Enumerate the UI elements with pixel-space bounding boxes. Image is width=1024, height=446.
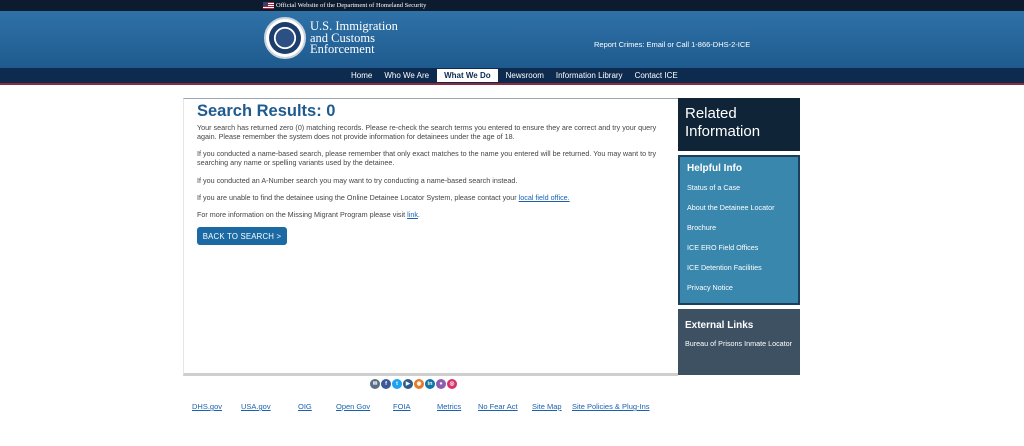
helpful-brochure[interactable]: Brochure — [687, 223, 717, 232]
youtube-icon[interactable]: ▶ — [403, 379, 413, 389]
results-paragraph-3: If you conducted an A-Number search you may want to try conducting a name-based search instead. — [197, 176, 518, 185]
footer-dhs-gov[interactable]: DHS.gov — [192, 402, 223, 411]
footer-links — [0, 402, 1024, 412]
helpful-info-title: Helpful Info — [687, 163, 742, 174]
helpful-privacy-notice[interactable]: Privacy Notice — [687, 283, 733, 292]
nav-home[interactable]: Home — [351, 71, 373, 80]
official-banner — [0, 0, 1024, 11]
footer-no-fear-act[interactable]: No Fear Act — [478, 402, 518, 411]
footer-site-map[interactable]: Site Map — [532, 402, 562, 411]
dhs-seal-logo[interactable] — [264, 17, 306, 59]
us-flag-icon — [263, 2, 274, 9]
agency-line-1: U.S. Immigration — [310, 19, 398, 33]
footer-usa-gov[interactable]: USA.gov — [241, 402, 271, 411]
back-to-search-button[interactable]: BACK TO SEARCH > — [197, 227, 287, 245]
external-links-box — [678, 309, 800, 375]
paragraph-5-text: For more information on the Missing Migrant Program please visit — [197, 210, 408, 219]
footer-metrics[interactable]: Metrics — [437, 402, 462, 411]
nav-newsroom[interactable]: Newsroom — [505, 71, 544, 80]
footer-oig[interactable]: OIG — [298, 402, 312, 411]
external-bureau-of-prisons-link[interactable]: Bureau of Prisons Inmate Locator — [685, 339, 793, 348]
helpful-ice-ero-field-offices[interactable]: ICE ERO Field Offices — [687, 243, 759, 252]
results-paragraph-1: Your search has returned zero (0) matching records. Please re-check the search terms you entered to ensure they are correct and try your query again. Please remember the system does not provide information for detainees under the age of 18. — [197, 123, 657, 142]
helpful-ice-detention-facilities[interactable]: ICE Detention Facilities — [687, 263, 762, 272]
related-title-line-2: Information — [685, 123, 761, 140]
external-links-title: External Links — [685, 320, 754, 331]
agency-name[interactable] — [310, 21, 398, 56]
facebook-icon[interactable]: f — [381, 379, 391, 389]
agency-line-3: Enforcement — [310, 42, 375, 56]
social-media-icons — [370, 379, 457, 389]
nav-what-we-do[interactable]: What We Do — [437, 69, 498, 82]
footer-open-gov[interactable]: Open Gov — [336, 402, 371, 411]
main-nav — [0, 68, 1024, 85]
nav-who-we-are[interactable]: Who We Are — [384, 71, 430, 80]
paragraph-5-end: . — [417, 210, 420, 219]
page-title: Search Results: 0 — [197, 102, 336, 120]
footer-site-policies[interactable]: Site Policies & Plug-Ins — [572, 402, 650, 411]
helpful-status-of-a-case[interactable]: Status of a Case — [687, 183, 741, 192]
missing-migrant-link[interactable]: link — [407, 210, 418, 219]
official-notice — [263, 1, 426, 10]
instagram-icon[interactable]: ◎ — [447, 379, 457, 389]
nav-information-library[interactable]: Information Library — [555, 71, 623, 80]
results-paragraph-4 — [197, 193, 667, 202]
official-text: Official Website of the Department of Homeland Security — [276, 2, 427, 9]
results-paragraph-2: If you conducted a name-based search, please remember that only exact matches to the name you entered will be returned. You may want to try searching any name or spelling variants used by the detainee. — [197, 149, 657, 168]
paragraph-4-text: If you are unable to find the detainee using the Online Detainee Locator System, please contact your — [197, 193, 519, 202]
nav-contact-ice[interactable]: Contact ICE — [634, 71, 678, 80]
footer-foia[interactable]: FOIA — [393, 402, 411, 411]
rss-icon[interactable]: ◉ — [414, 379, 424, 389]
twitter-icon[interactable]: t — [392, 379, 402, 389]
helpful-about-detainee-locator[interactable]: About the Detainee Locator — [687, 203, 775, 212]
search-results-panel — [183, 98, 678, 376]
linkedin-icon[interactable]: in — [425, 379, 435, 389]
site-header — [0, 11, 1024, 68]
related-information-header — [678, 98, 800, 151]
related-title-line-1: Related — [685, 105, 737, 122]
podcast-icon[interactable]: ● — [436, 379, 446, 389]
results-paragraph-5 — [197, 210, 667, 219]
email-icon[interactable]: ✉ — [370, 379, 380, 389]
agency-line-2: and Customs — [310, 30, 375, 45]
local-field-office-link[interactable]: local field office. — [518, 193, 570, 202]
report-crimes[interactable]: Report Crimes: Email or Call 1-866-DHS-2-ICE — [594, 40, 751, 49]
helpful-info-box — [678, 155, 800, 305]
